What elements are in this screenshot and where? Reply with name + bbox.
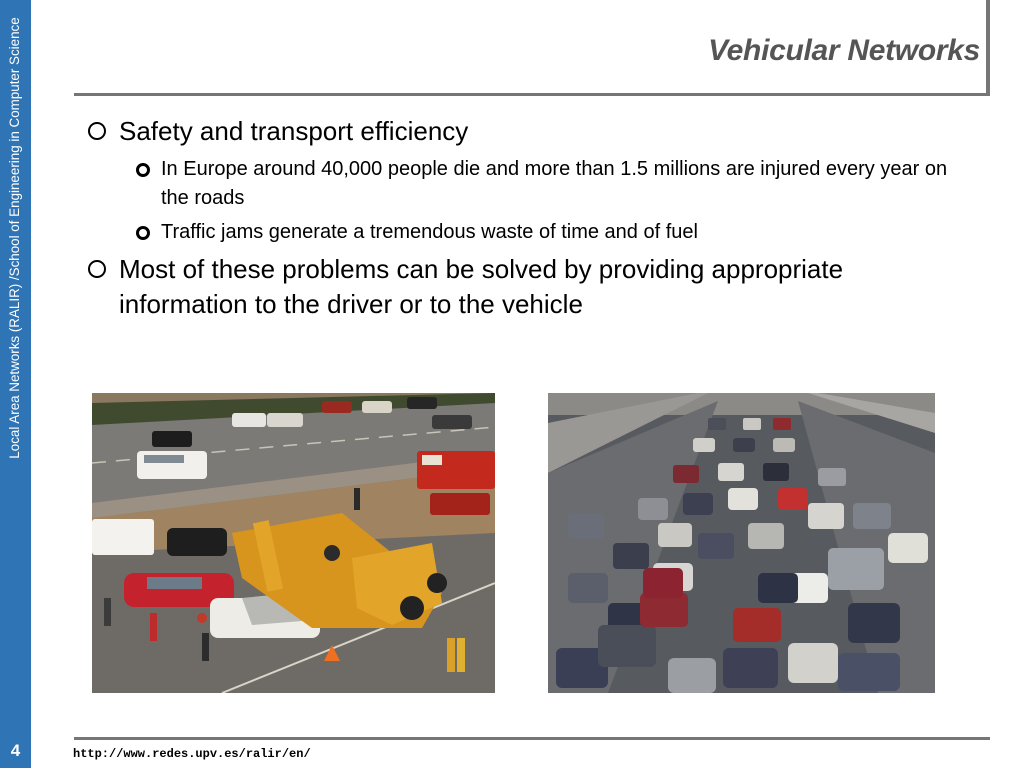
- footer-divider: [74, 737, 990, 740]
- bullet-text: Most of these problems can be solved by providing appropriate information to the driver or to the vehicle: [119, 254, 844, 319]
- sub-bullet-text: Traffic jams generate a tremendous waste of time and of fuel: [161, 221, 698, 243]
- highway-accident-photo: [92, 393, 495, 693]
- sub-bullet-item: [86, 218, 976, 247]
- footer-url: http://www.redes.upv.es/ralir/en/: [73, 747, 311, 761]
- ring-bullet-icon: [136, 163, 150, 177]
- hollow-circle-bullet-icon: [88, 122, 106, 140]
- sub-bullet-item: [86, 155, 976, 213]
- bullet-item: [86, 252, 976, 322]
- ring-bullet-icon: [136, 226, 150, 240]
- bullet-text: Safety and transport efficiency: [119, 116, 469, 146]
- sidebar-band: [0, 0, 31, 768]
- traffic-jam-illustration: [548, 393, 935, 693]
- traffic-jam-photo: [548, 393, 935, 693]
- title-divider-vertical: [986, 0, 990, 96]
- bullet-list: [86, 114, 976, 328]
- sidebar-caption: Local Area Networks (RALIR) /School of Engineering in Computer Science: [7, 17, 22, 459]
- page-number: 4: [10, 741, 21, 760]
- accident-scene-illustration: [92, 393, 495, 693]
- slide-title: Vehicular Networks: [708, 34, 980, 67]
- sub-bullet-text: In Europe around 40,000 people die and more than 1.5 millions are injured every year on the roads: [161, 158, 948, 209]
- bullet-item: [86, 114, 976, 149]
- hollow-circle-bullet-icon: [88, 260, 106, 278]
- title-divider: [74, 93, 990, 96]
